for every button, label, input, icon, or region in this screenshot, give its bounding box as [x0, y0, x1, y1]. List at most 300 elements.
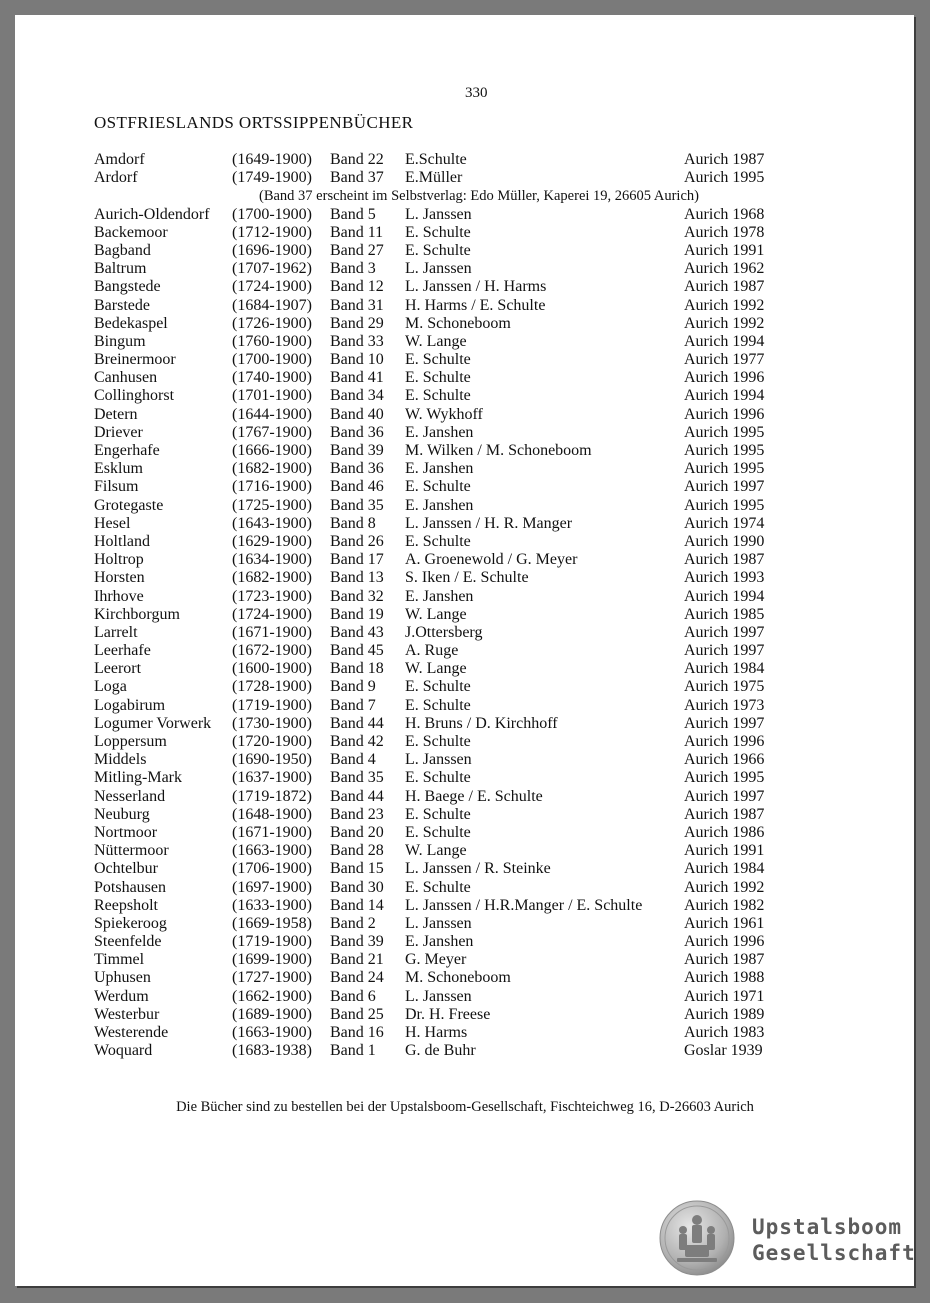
year-range: (1697-1900): [232, 878, 312, 896]
volume-number: Band 17: [330, 551, 384, 569]
publication-info: Goslar 1939: [684, 1042, 763, 1060]
volume-number: Band 23: [330, 805, 384, 823]
publication-info: Aurich 1984: [684, 660, 765, 678]
place-name: Bagband: [94, 241, 151, 259]
author-name: E. Schulte: [405, 696, 471, 714]
publication-info: Aurich 1995: [684, 460, 765, 478]
place-name: Horsten: [94, 569, 145, 587]
author-name: L. Janssen: [405, 751, 472, 769]
volume-number: Band 22: [330, 151, 384, 168]
place-name: Esklum: [94, 460, 143, 478]
volume-number: Band 2: [330, 914, 376, 932]
author-name: M. Schoneboom: [405, 314, 511, 332]
publication-info: Aurich 1992: [684, 296, 765, 314]
place-name: Loppersum: [94, 733, 167, 750]
publication-info: Aurich 1983: [684, 1024, 765, 1041]
author-name: W. Lange: [405, 605, 467, 623]
place-name: Nortmoor: [94, 823, 158, 841]
volume-number: Band 39: [330, 442, 384, 459]
publication-info: Aurich 1989: [684, 1005, 765, 1023]
publication-info: Aurich 1995: [684, 442, 765, 459]
list-item: [94, 369, 794, 387]
author-name: E. Schulte: [405, 369, 471, 387]
publication-info: Aurich 1993: [684, 569, 765, 587]
place-name: Woquard: [94, 1042, 153, 1060]
page-number: 330: [465, 85, 488, 101]
volume-number: Band 5: [330, 205, 376, 223]
publication-info: Aurich 1997: [684, 642, 765, 660]
year-range: (1689-1900): [232, 1005, 312, 1023]
publication-info: Aurich 1995: [684, 496, 765, 514]
list-item: [94, 660, 794, 678]
place-name: Loga: [94, 678, 127, 696]
volume-number: Band 21: [330, 951, 384, 969]
volume-number: Band 4: [330, 751, 376, 769]
year-range: (1682-1900): [232, 569, 312, 587]
place-name: Filsum: [94, 478, 139, 496]
author-name: W. Lange: [405, 660, 467, 678]
year-range: (1684-1907): [232, 296, 312, 314]
list-item: [94, 897, 794, 915]
place-name: Driever: [94, 423, 143, 441]
publication-info: Aurich 1978: [684, 223, 765, 241]
list-item: [94, 806, 794, 824]
publication-info: Aurich 1997: [684, 714, 765, 732]
author-name: J.Ottersberg: [405, 623, 483, 641]
place-name: Spiekeroog: [94, 914, 167, 932]
author-name: E. Schulte: [405, 805, 471, 823]
volume-number: Band 33: [330, 332, 384, 350]
year-range: (1644-1900): [232, 405, 312, 423]
publication-info: Aurich 1986: [684, 823, 765, 841]
year-range: (1700-1900): [232, 205, 312, 223]
publication-info: Aurich 1961: [684, 914, 765, 932]
volume-number: Band 30: [330, 878, 384, 896]
volume-number: Band 44: [330, 787, 384, 805]
author-name: E. Janshen: [405, 423, 474, 441]
publication-info: Aurich 1984: [684, 860, 765, 878]
place-name: Nesserland: [94, 787, 166, 805]
logo-line-1: Upstalsboom: [752, 1215, 903, 1239]
author-name: L. Janssen / H.R.Manger / E. Schulte: [405, 896, 643, 914]
place-name: Collinghorst: [94, 387, 175, 405]
author-name: H. Bruns / D. Kirchhoff: [405, 714, 558, 732]
list-item: [94, 969, 794, 987]
volume-number: Band 12: [330, 278, 384, 296]
volume-number: Band 16: [330, 1024, 384, 1041]
year-range: (1730-1900): [232, 714, 312, 732]
volume-number: Band 14: [330, 896, 384, 914]
list-item: [94, 478, 794, 496]
list-item: [94, 387, 794, 405]
list-item: [94, 824, 794, 842]
place-name: Logabirum: [94, 696, 166, 714]
volume-number: Band 45: [330, 642, 384, 660]
volume-number: Band 11: [330, 223, 384, 241]
place-name: Holtland: [94, 532, 150, 550]
volume-number: Band 7: [330, 696, 376, 714]
list-item: [94, 1006, 794, 1024]
year-range: (1690-1950): [232, 751, 312, 769]
list-item: [94, 842, 794, 860]
list-item: [94, 569, 794, 587]
place-name: Leerhafe: [94, 642, 151, 660]
author-name: L. Janssen / R. Steinke: [405, 860, 551, 878]
place-name: Breinermoor: [94, 351, 176, 369]
list-item: [94, 551, 794, 569]
volume-number: Band 26: [330, 532, 384, 550]
entry-list: [94, 151, 794, 1060]
publication-info: Aurich 1987: [684, 278, 765, 296]
volume-number: Band 28: [330, 842, 384, 860]
place-name: Aurich-Oldendorf: [94, 205, 210, 223]
publication-info: Aurich 1995: [684, 769, 765, 787]
place-name: Westerbur: [94, 1005, 160, 1023]
year-range: (1701-1900): [232, 387, 312, 405]
place-name: Engerhafe: [94, 442, 160, 459]
year-range: (1669-1958): [232, 914, 312, 932]
list-item: [94, 351, 794, 369]
place-name: Werdum: [94, 987, 149, 1005]
volume-number: Band 15: [330, 860, 384, 878]
author-name: W. Lange: [405, 842, 467, 860]
place-name: Reepsholt: [94, 896, 158, 914]
year-range: (1723-1900): [232, 587, 312, 605]
publication-info: Aurich 1992: [684, 878, 765, 896]
year-range: (1760-1900): [232, 332, 312, 350]
place-name: Timmel: [94, 951, 145, 969]
volume-number: Band 32: [330, 587, 384, 605]
place-name: Leerort: [94, 660, 142, 678]
volume-number: Band 10: [330, 351, 384, 369]
list-item: [94, 624, 794, 642]
author-name: E. Janshen: [405, 460, 474, 478]
publication-info: Aurich 1994: [684, 332, 765, 350]
year-range: (1728-1900): [232, 678, 312, 696]
place-name: Backemoor: [94, 223, 168, 241]
publication-info: Aurich 1974: [684, 514, 765, 532]
list-item: [94, 988, 794, 1006]
volume-number: Band 36: [330, 423, 384, 441]
volume-number: Band 42: [330, 733, 384, 750]
volume-number: Band 1: [330, 1042, 376, 1060]
publication-info: Aurich 1996: [684, 733, 765, 750]
volume-number: Band 41: [330, 369, 384, 387]
place-name: Baltrum: [94, 260, 147, 278]
author-name: E. Schulte: [405, 241, 471, 259]
author-name: M. Schoneboom: [405, 969, 511, 987]
place-name: Larrelt: [94, 623, 138, 641]
place-name: Bedekaspel: [94, 314, 168, 332]
year-range: (1696-1900): [232, 241, 312, 259]
year-range: (1719-1900): [232, 696, 312, 714]
author-name: L. Janssen: [405, 260, 472, 278]
author-name: H. Harms: [405, 1024, 468, 1041]
list-item: [94, 206, 794, 224]
volume-number: Band 46: [330, 478, 384, 496]
year-range: (1643-1900): [232, 514, 312, 532]
author-name: E. Schulte: [405, 387, 471, 405]
year-range: (1629-1900): [232, 532, 312, 550]
author-name: E.Schulte: [405, 151, 467, 168]
year-range: (1767-1900): [232, 423, 312, 441]
year-range: (1662-1900): [232, 987, 312, 1005]
year-range: (1719-1900): [232, 933, 312, 951]
list-item: [94, 678, 794, 696]
place-name: Logumer Vorwerk: [94, 714, 212, 732]
publication-info: Aurich 1996: [684, 933, 765, 951]
place-name: Nüttermoor: [94, 842, 169, 860]
publication-info: Aurich 1987: [684, 805, 765, 823]
list-item: [94, 515, 794, 533]
publication-info: Aurich 1988: [684, 969, 765, 987]
year-range: (1707-1962): [232, 260, 312, 278]
year-range: (1633-1900): [232, 896, 312, 914]
volume-number: Band 13: [330, 569, 384, 587]
publication-info: Aurich 1996: [684, 369, 765, 387]
year-range: (1724-1900): [232, 278, 312, 296]
society-seal-icon: [659, 1200, 735, 1276]
author-name: W. Lange: [405, 332, 467, 350]
publication-info: Aurich 1990: [684, 532, 765, 550]
list-item: [94, 769, 794, 787]
author-name: L. Janssen: [405, 205, 472, 223]
volume-number: Band 29: [330, 314, 384, 332]
volume-number: Band 36: [330, 460, 384, 478]
place-name: Bangstede: [94, 278, 161, 296]
list-item: [94, 406, 794, 424]
year-range: (1740-1900): [232, 369, 312, 387]
society-logo-text: [752, 1214, 916, 1266]
volume-number: Band 24: [330, 969, 384, 987]
year-range: (1749-1900): [232, 169, 312, 187]
publication-info: Aurich 1997: [684, 623, 765, 641]
place-name: Middels: [94, 751, 147, 769]
list-item: [94, 751, 794, 769]
year-range: (1649-1900): [232, 151, 312, 168]
list-item: [94, 733, 794, 751]
logo-line-2: Gesellschaft: [752, 1241, 916, 1265]
publication-info: Aurich 1975: [684, 678, 765, 696]
publication-info: Aurich 1973: [684, 696, 765, 714]
list-item: [94, 1042, 794, 1060]
author-name: E. Janshen: [405, 496, 474, 514]
list-item: [94, 169, 794, 187]
year-range: (1683-1938): [232, 1042, 312, 1060]
year-range: (1726-1900): [232, 314, 312, 332]
place-name: Ardorf: [94, 169, 138, 187]
volume-number: Band 43: [330, 623, 384, 641]
place-name: Westerende: [94, 1024, 169, 1041]
volume-number: Band 35: [330, 769, 384, 787]
list-item: [94, 715, 794, 733]
place-name: Steenfelde: [94, 933, 162, 951]
author-name: E. Janshen: [405, 587, 474, 605]
list-item: [94, 442, 794, 460]
list-item: [94, 242, 794, 260]
author-name: L. Janssen: [405, 987, 472, 1005]
list-item: [94, 697, 794, 715]
list-item: [94, 915, 794, 933]
author-name: E. Schulte: [405, 823, 471, 841]
list-item: [94, 278, 794, 296]
list-item: [94, 533, 794, 551]
author-name: A. Groenewold / G. Meyer: [405, 551, 578, 569]
publication-info: Aurich 1966: [684, 751, 765, 769]
volume-number: Band 18: [330, 660, 384, 678]
year-range: (1663-1900): [232, 1024, 312, 1041]
volume-number: Band 6: [330, 987, 376, 1005]
volume-number: Band 39: [330, 933, 384, 951]
place-name: Neuburg: [94, 805, 150, 823]
list-item: [94, 315, 794, 333]
publication-info: Aurich 1971: [684, 987, 765, 1005]
place-name: Uphusen: [94, 969, 151, 987]
publication-info: Aurich 1994: [684, 587, 765, 605]
author-name: L. Janssen: [405, 914, 472, 932]
place-name: Hesel: [94, 514, 131, 532]
place-name: Grotegaste: [94, 496, 164, 514]
volume-number: Band 40: [330, 405, 384, 423]
place-name: Barstede: [94, 296, 150, 314]
year-range: (1725-1900): [232, 496, 312, 514]
volume-number: Band 8: [330, 514, 376, 532]
volume-number: Band 9: [330, 678, 376, 696]
author-name: E. Janshen: [405, 933, 474, 951]
publication-info: Aurich 1962: [684, 260, 765, 278]
place-name: Holtrop: [94, 551, 144, 569]
author-name: H. Harms / E. Schulte: [405, 296, 546, 314]
place-name: Potshausen: [94, 878, 166, 896]
author-name: E. Schulte: [405, 733, 471, 750]
publication-info: Aurich 1997: [684, 787, 765, 805]
year-range: (1716-1900): [232, 478, 312, 496]
list-item: [94, 1024, 794, 1042]
publication-info: Aurich 1985: [684, 605, 765, 623]
year-range: (1671-1900): [232, 623, 312, 641]
author-name: H. Baege / E. Schulte: [405, 787, 543, 805]
volume-number: Band 3: [330, 260, 376, 278]
author-name: Dr. H. Freese: [405, 1005, 491, 1023]
publication-info: Aurich 1982: [684, 896, 765, 914]
list-item: [94, 951, 794, 969]
volume-number: Band 25: [330, 1005, 384, 1023]
place-name: Bingum: [94, 332, 146, 350]
author-name: E. Schulte: [405, 223, 471, 241]
order-note: Die Bücher sind zu bestellen bei der Upstalsboom-Gesellschaft, Fischteichweg 16, D-26603 Aurich: [176, 1099, 754, 1115]
place-name: Kirchborgum: [94, 605, 180, 623]
year-range: (1671-1900): [232, 823, 312, 841]
volume-number: Band 31: [330, 296, 384, 314]
author-name: G. Meyer: [405, 951, 467, 969]
year-range: (1634-1900): [232, 551, 312, 569]
year-range: (1600-1900): [232, 660, 312, 678]
publication-info: Aurich 1995: [684, 423, 765, 441]
list-item: [94, 333, 794, 351]
publication-info: Aurich 1987: [684, 951, 765, 969]
volume-number: Band 37: [330, 169, 384, 187]
list-item: [94, 260, 794, 278]
publication-info: Aurich 1994: [684, 387, 765, 405]
year-range: (1719-1872): [232, 787, 312, 805]
list-item: [94, 224, 794, 242]
list-item: [94, 297, 794, 315]
author-name: E. Schulte: [405, 769, 471, 787]
publication-info: Aurich 1991: [684, 241, 765, 259]
author-name: E.Müller: [405, 169, 463, 187]
place-name: Canhusen: [94, 369, 158, 387]
year-range: (1637-1900): [232, 769, 312, 787]
year-range: (1706-1900): [232, 860, 312, 878]
place-name: Ihrhove: [94, 587, 144, 605]
volume-number: Band 34: [330, 387, 384, 405]
author-name: L. Janssen / H. R. Manger: [405, 514, 573, 532]
author-name: A. Ruge: [405, 642, 459, 660]
year-range: (1712-1900): [232, 223, 312, 241]
volume-number: Band 35: [330, 496, 384, 514]
volume-number: Band 44: [330, 714, 384, 732]
place-name: Detern: [94, 405, 138, 423]
volume-number: Band 19: [330, 605, 384, 623]
volume-number: Band 27: [330, 241, 384, 259]
publication-info: Aurich 1968: [684, 205, 765, 223]
author-name: G. de Buhr: [405, 1042, 476, 1060]
publisher-note: (Band 37 erscheint im Selbstverlag: Edo Müller, Kaperei 19, 26605 Aurich): [259, 188, 699, 205]
year-range: (1672-1900): [232, 642, 312, 660]
list-item: [94, 497, 794, 515]
author-name: M. Wilken / M. Schoneboom: [405, 442, 592, 459]
volume-number: Band 20: [330, 823, 384, 841]
year-range: (1700-1900): [232, 351, 312, 369]
author-name: E. Schulte: [405, 878, 471, 896]
publication-info: Aurich 1987: [684, 151, 765, 168]
publication-info: Aurich 1977: [684, 351, 765, 369]
year-range: (1727-1900): [232, 969, 312, 987]
publication-info: Aurich 1996: [684, 405, 765, 423]
list-item: [94, 860, 794, 878]
publication-info: Aurich 1987: [684, 551, 765, 569]
place-name: Amdorf: [94, 151, 145, 168]
author-name: S. Iken / E. Schulte: [405, 569, 529, 587]
year-range: (1682-1900): [232, 460, 312, 478]
list-item: [94, 424, 794, 442]
author-name: E. Schulte: [405, 532, 471, 550]
year-range: (1648-1900): [232, 805, 312, 823]
place-name: Mitling-Mark: [94, 769, 182, 787]
list-item: [94, 879, 794, 897]
list-item: [94, 151, 794, 169]
list-item: [94, 588, 794, 606]
year-range: (1663-1900): [232, 842, 312, 860]
list-item: [94, 788, 794, 806]
author-name: E. Schulte: [405, 678, 471, 696]
year-range: (1724-1900): [232, 605, 312, 623]
year-range: (1720-1900): [232, 733, 312, 750]
author-name: L. Janssen / H. Harms: [405, 278, 547, 296]
author-name: E. Schulte: [405, 351, 471, 369]
list-item: [94, 642, 794, 660]
publication-info: Aurich 1992: [684, 314, 765, 332]
page-title: OSTFRIESLANDS ORTSSIPPENBÜCHER: [94, 113, 414, 132]
author-name: E. Schulte: [405, 478, 471, 496]
publication-info: Aurich 1991: [684, 842, 765, 860]
list-item: [94, 933, 794, 951]
publication-info: Aurich 1995: [684, 169, 765, 187]
list-item: [94, 460, 794, 478]
list-item: [94, 606, 794, 624]
year-range: (1666-1900): [232, 442, 312, 459]
year-range: (1699-1900): [232, 951, 312, 969]
